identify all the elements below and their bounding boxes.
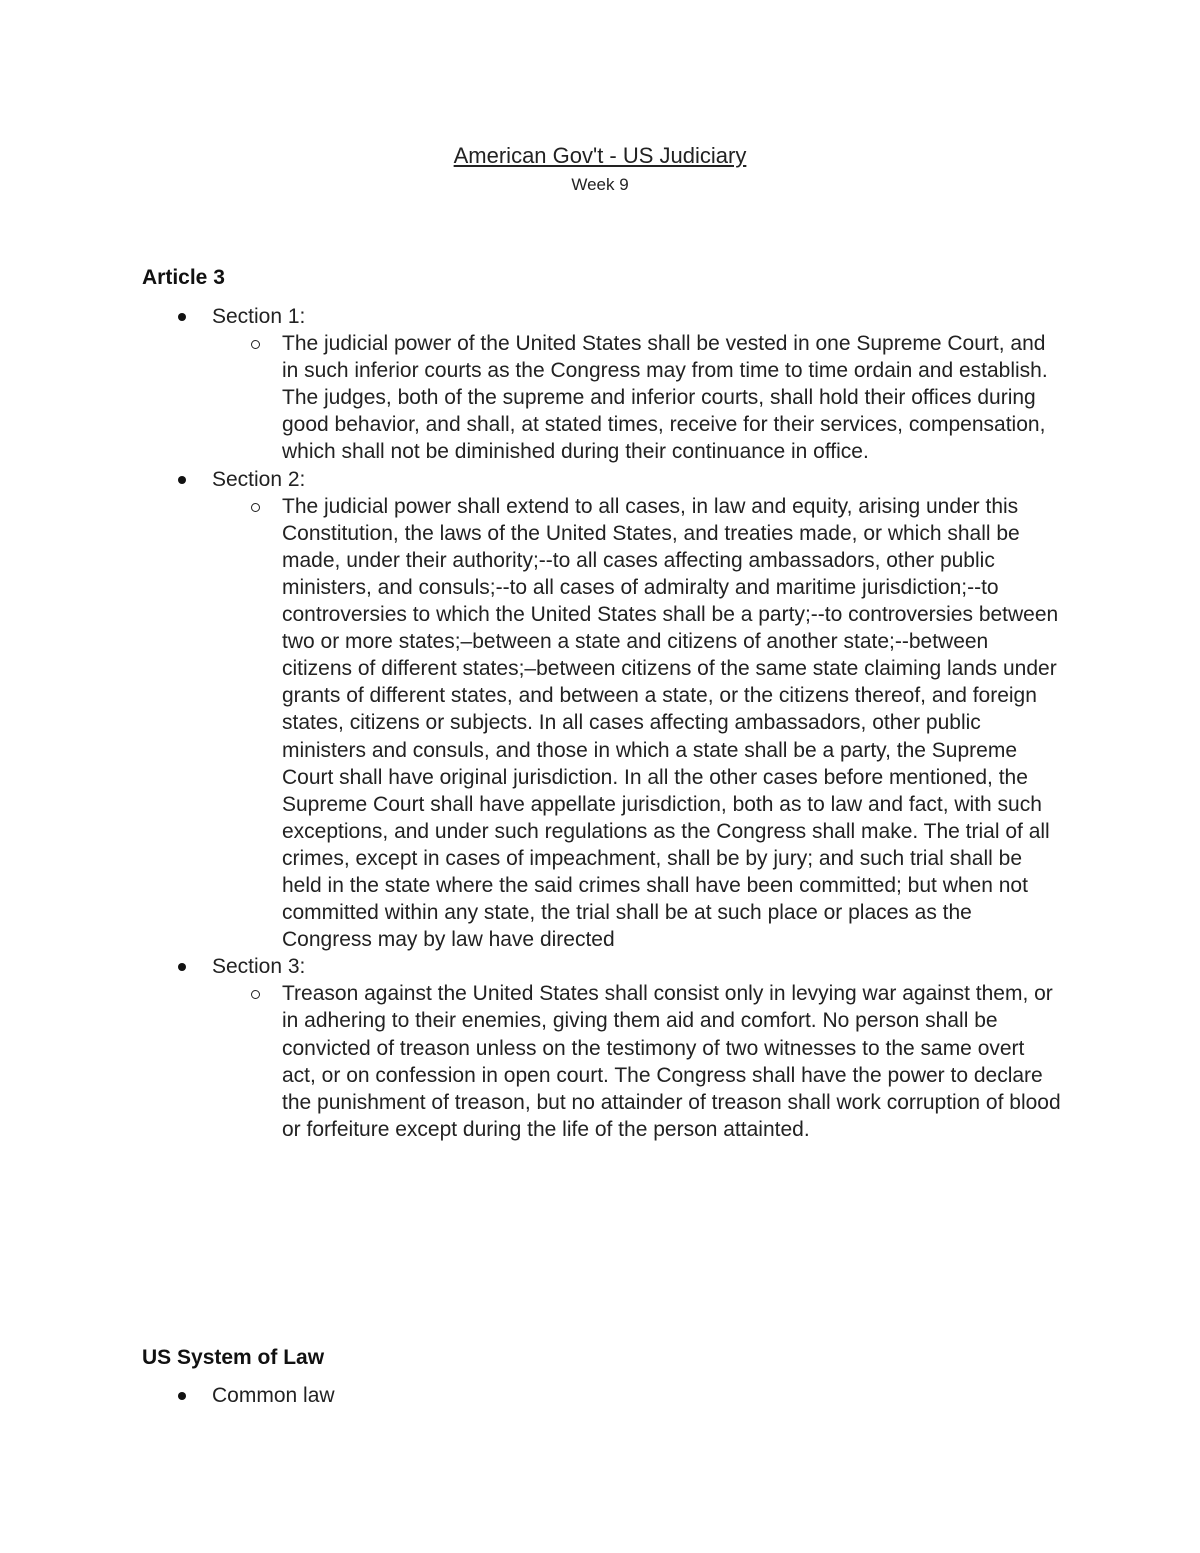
filled-bullet-icon: [178, 1392, 186, 1400]
section-1-label: Section 1:: [212, 305, 306, 328]
section-2-paragraph: The judicial power shall extend to all cases, in law and equity, arising under this Constitution, the laws of the United States, and treaties made, or which shall be made, under their authority;--to all cases affecting ambassadors, other public ministers, and consuls;--to all cases of admiralty and maritime jurisdiction;--to controversies to which the United States shall be a party;--to controversies between two or more states;–between a state and citizens of another state;--between citizens of different states;–between citizens of the same state claiming lands under grants of different states, and between a state, or the citizens thereof, and foreign states, citizens or subjects. In all cases affecting ambassadors, other public ministers and consuls, and those in which a state shall be a party, the Supreme Court shall have original jurisdiction. In all the other cases before mentioned, the Supreme Court shall have appellate jurisdiction, both as to law and fact, with such exceptions, and under such regulations as the Congress shall make. The trial of all crimes, except in cases of impeachment, shall be by jury; and such trial shall be held in the state where the said crimes shall have been committed; but when not committed within any state, the trial shall be at such place or places as the Congress may by law have directed: [282, 494, 1059, 952]
section-3-text: [142, 980, 1062, 1143]
hollow-bullet-icon: [251, 990, 260, 999]
hollow-bullet-icon: [251, 503, 260, 512]
filled-bullet-icon: [178, 476, 186, 484]
section-2-sublist: [212, 493, 1062, 954]
us-system-of-law-list: [142, 1382, 1062, 1409]
filled-bullet-icon: [178, 313, 186, 321]
section-1-item: [142, 303, 1062, 466]
section-1-text: [142, 330, 1062, 465]
common-law-label: Common law: [212, 1384, 335, 1407]
section-1-sublist: [212, 330, 1062, 465]
article-3-heading: Article 3: [142, 266, 225, 289]
common-law-item: [142, 1382, 1062, 1409]
document-subtitle: Week 9: [571, 175, 629, 194]
us-system-of-law-heading: US System of Law: [142, 1346, 325, 1369]
section-3-item: [142, 953, 1062, 1143]
section-3-paragraph: Treason against the United States shall consist only in levying war against them, or in adhering to their enemies, giving them aid and comfort. No person shall be convicted of treason unless on the testimony of two witnesses to the same overt act, or on confession in open court. The Congress shall have the power to declare the punishment of treason, but no attainder of treason shall work corruption of blood or forfeiture except during the life of the person attainted.: [282, 982, 1061, 1141]
section-2-text: [142, 493, 1062, 954]
section-3-label: Section 3:: [212, 955, 306, 979]
filled-bullet-icon: [178, 963, 186, 971]
article-3-section-list: [142, 303, 1062, 1143]
section-2-label: Section 2:: [212, 467, 306, 491]
section-2-item: [142, 466, 1062, 954]
document-title: American Gov't - US Judiciary: [453, 143, 747, 168]
hollow-bullet-icon: [251, 340, 260, 349]
section-1-paragraph: The judicial power of the United States shall be vested in one Supreme Court, and in such inferior courts as the Congress may from time to time ordain and establish. The judges, both of the supreme and inferior courts, shall hold their offices during good behavior, and shall, at stated times, receive for their services, compensation, which shall not be diminished during their continuance in office.: [282, 332, 1048, 464]
section-3-sublist: [212, 980, 1062, 1143]
